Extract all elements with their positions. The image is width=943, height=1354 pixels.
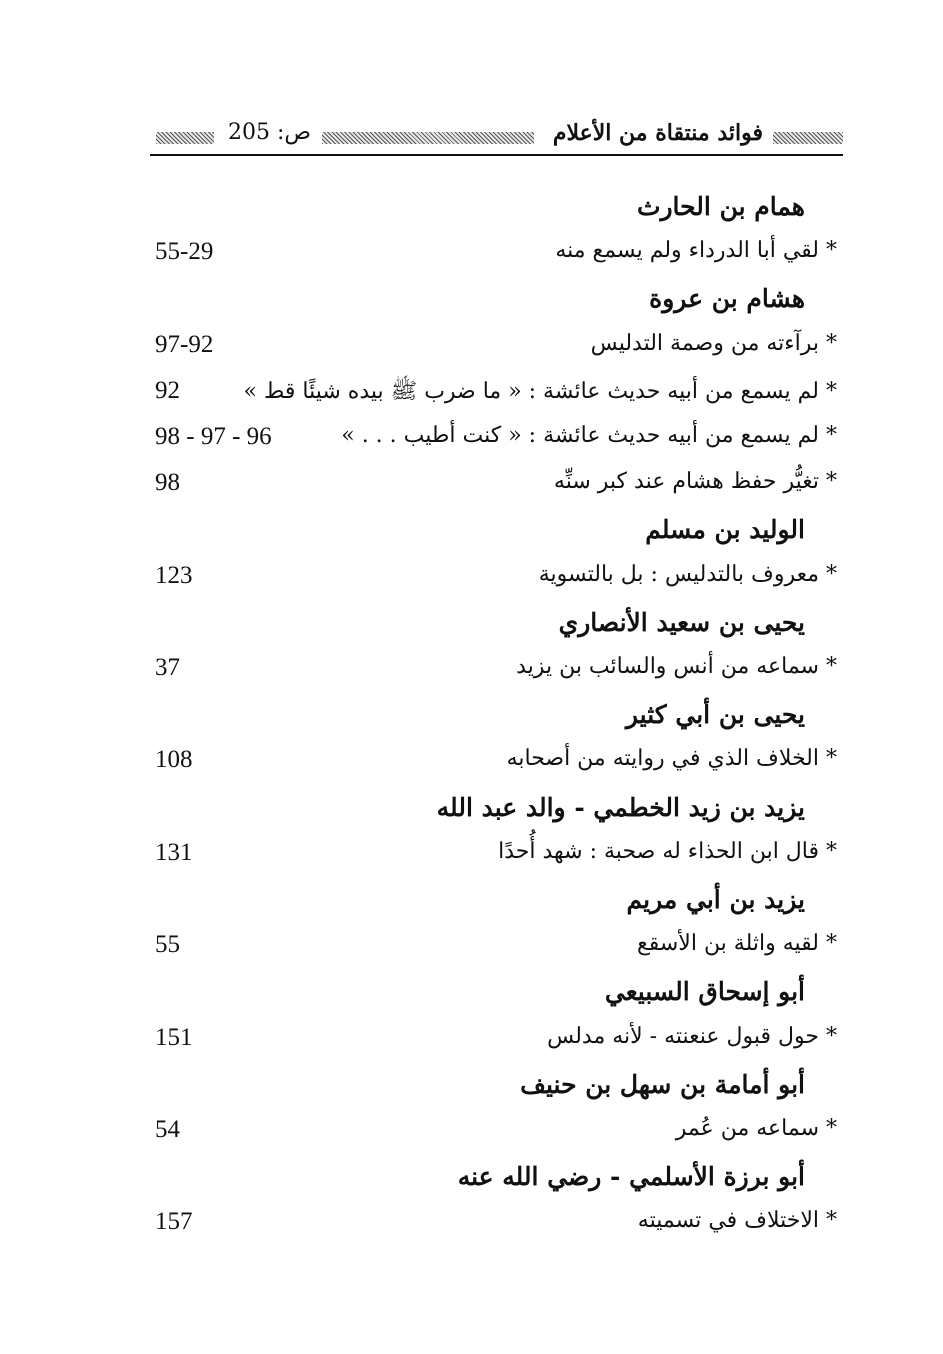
entry-item-row — [0, 1116, 943, 1160]
entry-text: * تغيُّر حفظ هشام عند كبر سنِّه — [553, 469, 837, 494]
entry-heading: يحيى بن أبي كثير — [625, 700, 805, 729]
entry-item-row — [0, 746, 943, 790]
entry-page-refs: 55 — [155, 931, 180, 958]
entry-page-refs: 54 — [155, 1116, 180, 1143]
entry-page-refs: 97-92 — [155, 331, 214, 358]
entry-heading: يزيد بن زيد الخطمي - والد عبد الله — [436, 793, 805, 822]
entry-page-refs: 92 — [155, 377, 180, 404]
entry-text: * برآءته من وصمة التدليس — [590, 331, 837, 356]
entry-item-row — [0, 238, 943, 282]
entry-text: * لقيه واثلة بن الأسقع — [637, 931, 837, 956]
entry-page-refs: 108 — [155, 746, 193, 773]
entry-heading-row — [0, 1162, 943, 1206]
entry-heading-row — [0, 192, 943, 236]
entry-item-row — [0, 931, 943, 975]
entry-heading-row — [0, 885, 943, 929]
entry-heading: يحيى بن سعيد الأنصاري — [558, 608, 805, 637]
entry-heading: يزيد بن أبي مريم — [626, 885, 805, 914]
entry-page-refs: 98 — [155, 469, 180, 496]
entry-item-row — [0, 331, 943, 375]
entry-page-refs: 98 - 97 - 96 — [155, 423, 272, 450]
entry-heading: همام بن الحارث — [636, 192, 805, 221]
entry-page-refs: 131 — [155, 839, 193, 866]
entry-heading: أبو برزة الأسلمي - رضي الله عنه — [457, 1162, 805, 1191]
entry-heading: هشام بن عروة — [649, 284, 805, 313]
entry-page-refs: 123 — [155, 562, 193, 589]
entry-text: * قال ابن الحذاء له صحبة : شهد أُحدًا — [498, 839, 837, 864]
entry-heading-row — [0, 284, 943, 328]
entry-heading: الوليد بن مسلم — [645, 515, 805, 544]
entry-text: * حول قبول عنعنته - لأنه مدلس — [547, 1024, 837, 1049]
entry-text: * سماعه من عُمر — [675, 1116, 837, 1141]
entry-item-row — [0, 423, 943, 467]
entry-heading-row — [0, 1070, 943, 1114]
entry-heading-row — [0, 515, 943, 559]
entry-text: * الاختلاف في تسميته — [637, 1208, 837, 1233]
entry-heading-row — [0, 700, 943, 744]
entry-text: * معروف بالتدليس : بل بالتسوية — [538, 562, 837, 587]
header-page-number: ص: 205 — [228, 120, 312, 145]
entry-text: * لم يسمع من أبيه حديث عائشة : « كنت أطيب . . . » — [341, 423, 837, 448]
entry-item-row — [0, 1208, 943, 1252]
entry-page-refs: 55-29 — [155, 238, 214, 265]
entry-heading: أبو إسحاق السبيعي — [604, 977, 805, 1006]
entry-item-row — [0, 377, 943, 421]
entry-item-row — [0, 839, 943, 883]
entry-item-row — [0, 1024, 943, 1068]
entry-page-refs: 157 — [155, 1208, 193, 1235]
entry-page-refs: 151 — [155, 1024, 193, 1051]
entry-heading-row — [0, 608, 943, 652]
entry-heading: أبو أمامة بن سهل بن حنيف — [520, 1070, 805, 1099]
entry-page-refs: 37 — [155, 654, 180, 681]
entry-heading-row — [0, 977, 943, 1021]
entry-text: * سماعه من أنس والسائب بن يزيد — [516, 654, 837, 679]
entry-item-row — [0, 654, 943, 698]
entry-heading-row — [0, 793, 943, 837]
entry-item-row — [0, 562, 943, 606]
header-title: فوائد منتقاة من الأعلام — [552, 120, 763, 146]
entry-item-row — [0, 469, 943, 513]
entry-text: * لم يسمع من أبيه حديث عائشة : « ما ضرب ﷺ بيده شيئًا قط » — [243, 379, 837, 404]
entry-text: * الخلاف الذي في روايته من أصحابه — [506, 746, 837, 771]
entry-text: * لقي أبا الدرداء ولم يسمع منه — [555, 238, 837, 263]
